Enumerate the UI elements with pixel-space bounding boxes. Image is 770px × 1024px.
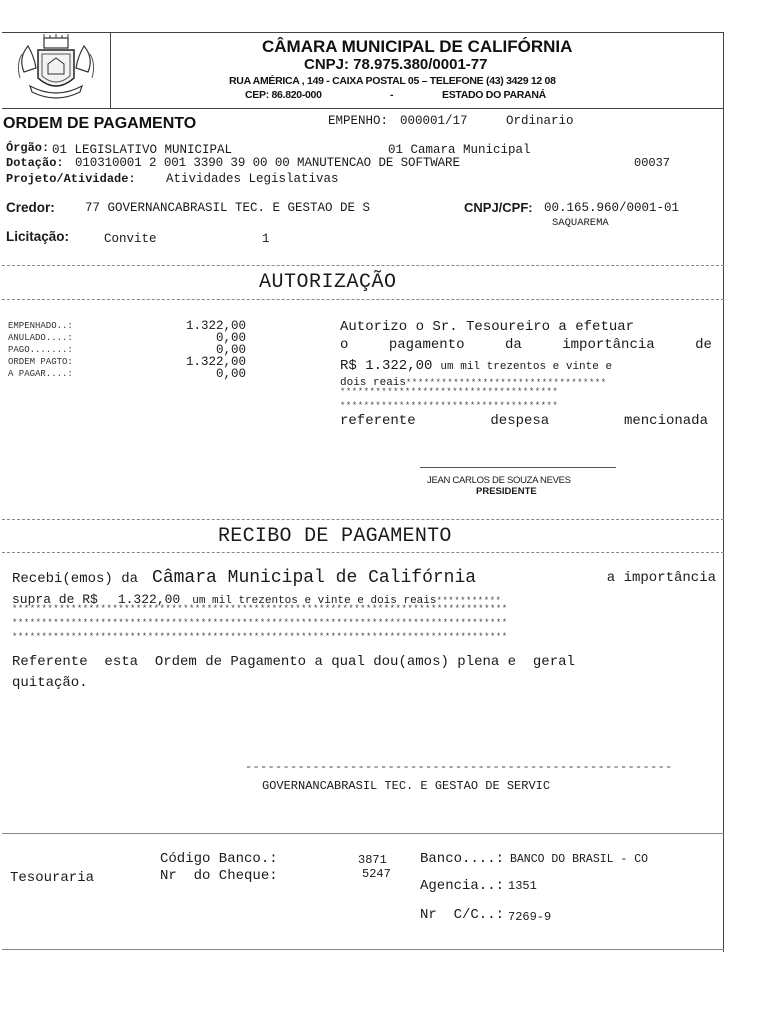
receipt-stars-line-5: ************************************************************************************ [12, 632, 508, 642]
section-divider-1 [2, 265, 724, 266]
institution-cnpj: CNPJ: 78.975.380/0001-77 [304, 56, 488, 73]
summary-label: A PAGAR....: [8, 369, 73, 379]
cep-separator: - [390, 89, 394, 101]
cheque-value: 5247 [362, 867, 391, 881]
cnpj-cpf-value: 00.165.960/0001-01 [544, 201, 680, 215]
receipt-amount-words: um mil trezentos e vinte e dois reais [192, 595, 437, 607]
receipt-line-1 [12, 568, 716, 588]
receipt-stars-line-4: ************************************************************************************ [12, 618, 508, 628]
auth-word: o [340, 337, 349, 353]
auth-word: de [695, 337, 712, 353]
projeto-label: Projeto/Atividade: [6, 172, 136, 186]
summary-table [8, 320, 258, 380]
document-bottom-border [2, 949, 724, 950]
summary-value: 1.322,00 [185, 355, 246, 369]
orgao-label: Órgão: [6, 141, 50, 155]
receipt-institution: Câmara Municipal de Califórnia [152, 568, 477, 588]
orgao-value: 01 LEGISLATIVO MUNICIPAL [52, 143, 233, 157]
auth-amount: R$ 1.322,00 [340, 358, 433, 374]
supplier-signature-line: --------------------------------------------------------- [245, 760, 673, 774]
header-right-border [723, 32, 724, 952]
account-value: 7269-9 [508, 910, 552, 924]
licitacao-label: Licitação: [6, 229, 70, 244]
auth-stars-line-5: ************************************* [340, 387, 559, 397]
auth-amount-words: um mil trezentos e vinte e [440, 361, 613, 373]
bank-value: BANCO DO BRASIL - CO [510, 853, 649, 866]
summary-value: 0,00 [215, 367, 246, 381]
orgao-unit: 01 Camara Municipal [388, 143, 531, 157]
auth-word: da [504, 337, 522, 353]
receipt-stars-line-3: ************************************************************************************ [12, 604, 508, 614]
supplier-name: GOVERNANCABRASIL TEC. E GESTAO DE SERVIC [262, 779, 551, 793]
institution-cep: CEP: 86.820-000 [245, 89, 322, 101]
receipt-prefix: Recebi(emos) da [12, 571, 139, 587]
summary-value: 1.322,00 [185, 319, 246, 333]
auth-word: mencionada [623, 413, 708, 429]
credor-city: SAQUAREMA [552, 217, 609, 229]
cnpj-cpf-label: CNPJ/CPF: [464, 200, 533, 215]
authorization-divider [2, 299, 724, 300]
header-logo-divider [110, 32, 111, 108]
account-label: Nr C/C..: [420, 907, 505, 923]
summary-value: 0,00 [215, 331, 246, 345]
empenho-type: Ordinario [506, 114, 574, 128]
receipt-line-7: quitação. [12, 675, 88, 691]
auth-stars-line-6: ************************************* [340, 401, 559, 411]
president-signature-line [420, 467, 616, 468]
cheque-label: Nr do Cheque: [160, 868, 278, 884]
credor-label: Credor: [6, 200, 55, 215]
institution-state: ESTADO DO PARANÁ [442, 89, 546, 101]
empenho-label: EMPENHO: [328, 114, 389, 128]
authorization-title: AUTORIZAÇÃO [259, 271, 397, 294]
header-bottom-border [2, 108, 724, 109]
signer-name: JEAN CARLOS DE SOUZA NEVES [427, 475, 571, 486]
signer-role: PRESIDENTE [476, 486, 537, 497]
order-title: ORDEM DE PAGAMENTO [3, 115, 197, 132]
auth-word: despesa [490, 413, 550, 429]
bank-label: Banco....: [420, 851, 505, 867]
summary-label: PAGO.......: [8, 345, 73, 355]
summary-label: ORDEM PAGTO: [8, 357, 73, 367]
agency-label: Agencia..: [420, 878, 505, 894]
credor-value: 77 GOVERNANCABRASIL TEC. E GESTAO DE S [85, 201, 371, 215]
bank-code-label: Código Banco.: [160, 851, 278, 867]
dotacao-label: Dotação: [6, 156, 64, 170]
auth-word: importância [562, 337, 655, 353]
licitacao-number: 1 [262, 232, 270, 246]
empenho-number: 000001/17 [400, 114, 468, 128]
auth-amount-words-end: dois reais [340, 377, 407, 389]
bank-code-value: 3871 [358, 853, 387, 867]
auth-stars: ********************************** [406, 378, 607, 388]
summary-row [8, 368, 258, 380]
institution-address: RUA AMÉRICA , 149 - CAIXA POSTAL 05 – TELEFONE (43) 3429 12 08 [229, 75, 556, 87]
auth-line-7 [340, 413, 708, 429]
auth-line-2 [340, 337, 712, 353]
receipt-divider [2, 552, 724, 553]
agency-value: 1351 [508, 879, 537, 893]
auth-word: pagamento [388, 337, 465, 353]
institution-name: CÂMARA MUNICIPAL DE CALIFÓRNIA [262, 37, 573, 56]
receipt-suffix: a importância [606, 570, 716, 586]
auth-word: referente [340, 413, 416, 429]
receipt-line-6: Referente esta Ordem de Pagamento a qual dou(amos) plena e geral [12, 654, 575, 670]
dotacao-code: 00037 [634, 156, 671, 170]
receipt-supra: supra de R$ [12, 592, 98, 607]
auth-line-1: Autorizo o Sr. Tesoureiro a efetuar [340, 319, 635, 335]
section-divider-3 [2, 833, 724, 834]
summary-label: ANULADO....: [8, 333, 73, 343]
projeto-value: Atividades Legislativas [166, 172, 339, 186]
section-divider-2 [2, 519, 724, 520]
summary-value: 0,00 [215, 343, 246, 357]
receipt-stars: *********** [436, 596, 502, 606]
licitacao-value: Convite [104, 232, 157, 246]
receipt-amount: 1.322,00 [117, 592, 181, 607]
municipal-crest-logo [10, 34, 102, 104]
receipt-title: RECIBO DE PAGAMENTO [218, 525, 452, 548]
dotacao-value: 010310001 2 001 3390 39 00 00 MANUTENCAO DE SOFTWARE [75, 156, 460, 170]
summary-label: EMPENHADO..: [8, 321, 73, 331]
treasury-label: Tesouraria [10, 870, 95, 886]
